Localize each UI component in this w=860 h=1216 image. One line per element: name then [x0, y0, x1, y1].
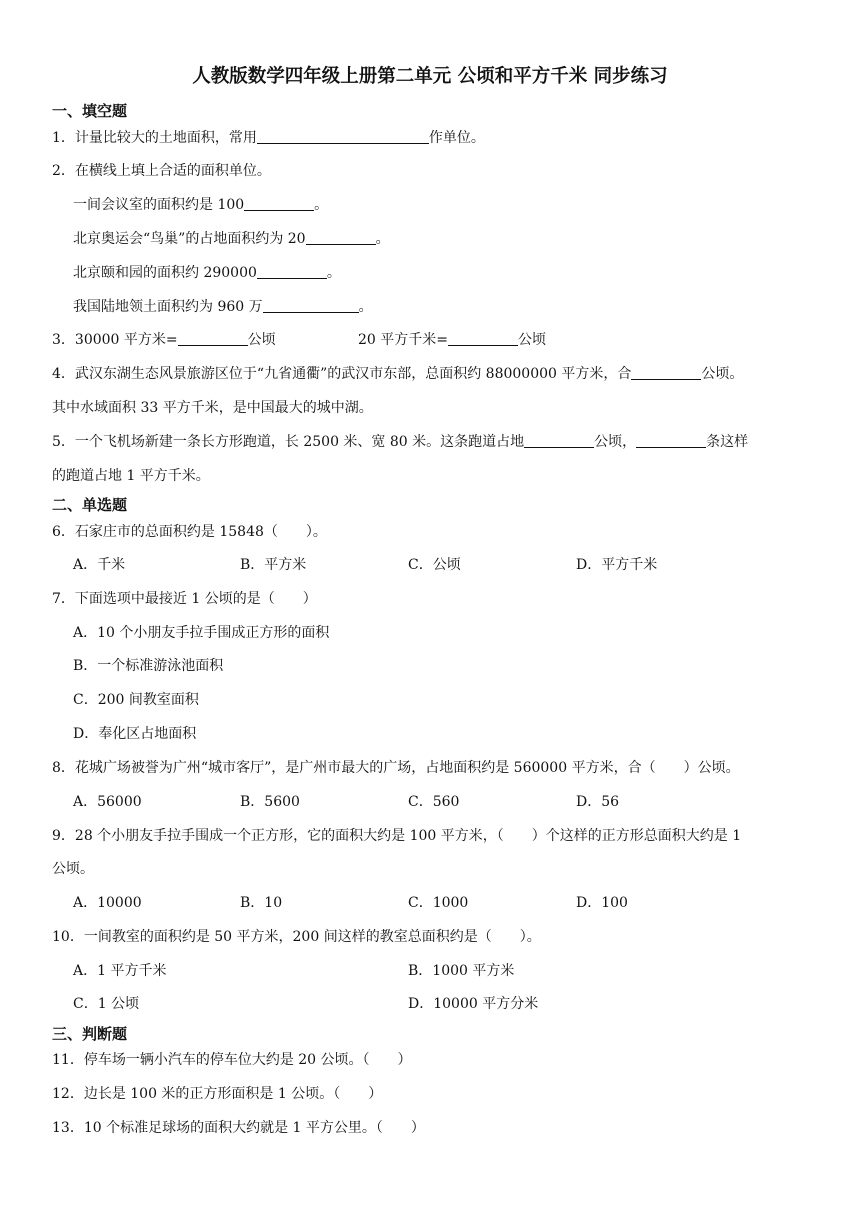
q2-l3-end: 。: [326, 265, 341, 281]
answer-blank[interactable]: [306, 230, 376, 245]
q4-text-b: 公顷。: [701, 366, 744, 382]
q6-option-c[interactable]: C．公顷: [408, 557, 461, 573]
q7-option-a[interactable]: A．10 个小朋友手拉手围成正方形的面积: [73, 625, 330, 641]
q2-l4-end: 。: [358, 299, 373, 315]
q5-text-c: 条这样: [706, 434, 749, 450]
answer-blank[interactable]: [178, 331, 248, 346]
q8-option-c[interactable]: C．560: [408, 794, 460, 810]
answer-blank[interactable]: [263, 298, 359, 313]
question-6: 6．石家庄市的总面积约是 15848（ ）。: [52, 524, 327, 540]
question-9: 9．28 个小朋友手拉手围成一个正方形，它的面积大约是 100 平方米，（ ）个这样的正方形总面积大约是 1: [52, 828, 742, 844]
q6-option-a[interactable]: A．千米: [73, 557, 126, 573]
q5-text-b: 公顷，: [594, 434, 637, 450]
q8-option-d[interactable]: D．56: [576, 794, 620, 810]
section-heading-fill-in: 一、填空题: [52, 102, 128, 120]
q1-text: 1．计量比较大的土地面积，常用: [52, 130, 257, 146]
q2-l4-text: 我国陆地领土面积约为 960 万: [73, 299, 263, 315]
q10-option-a[interactable]: A．1 平方千米: [73, 963, 167, 979]
question-2-line-4: [73, 297, 373, 317]
answer-blank[interactable]: [636, 433, 706, 448]
q2-l3-text: 北京颐和园的面积约 290000: [73, 265, 257, 281]
q10-option-c[interactable]: C．1 公顷: [73, 996, 140, 1012]
question-2-line-2: [73, 229, 390, 249]
q1-text-end: 作单位。: [428, 130, 485, 146]
question-2: 2．在横线上填上合适的面积单位。: [52, 163, 271, 179]
question-3: [52, 330, 276, 350]
question-7: 7．下面选项中最接近 1 公顷的是（ ）: [52, 591, 317, 607]
section-heading-single-choice: 二、单选题: [52, 496, 128, 514]
question-5-line-2: 的跑道占地 1 平方千米。: [52, 468, 210, 484]
question-2-line-3: [73, 263, 341, 283]
q2-l1-end: 。: [314, 197, 329, 213]
answer-blank[interactable]: [257, 129, 429, 144]
q7-option-c[interactable]: C．200 间教室面积: [73, 692, 199, 708]
q7-option-d[interactable]: D．奉化区占地面积: [73, 726, 197, 742]
q8-option-b[interactable]: B．5600: [240, 794, 300, 810]
question-4: [52, 364, 743, 384]
q9-option-b[interactable]: B．10: [240, 895, 283, 911]
q8-option-a[interactable]: A．56000: [73, 794, 142, 810]
answer-blank[interactable]: [448, 331, 518, 346]
answer-blank[interactable]: [244, 196, 314, 211]
page-title: 人教版数学四年级上册第二单元 公顷和平方千米 同步练习: [192, 66, 668, 87]
question-13: 13．10 个标准足球场的面积大约就是 1 平方公里。（ ）: [52, 1120, 425, 1136]
question-10: 10．一间教室的面积约是 50 平方米，200 间这样的教室总面积约是（ ）。: [52, 929, 541, 945]
q5-text-a: 5．一个飞机场新建一条长方形跑道，长 2500 米、宽 80 米。这条跑道占地: [52, 434, 525, 450]
q3-text-c: 20 平方千米=: [358, 332, 448, 348]
q2-l1-text: 一间会议室的面积约是 100: [73, 197, 245, 213]
q10-option-b[interactable]: B．1000 平方米: [408, 963, 515, 979]
q6-option-d[interactable]: D．平方千米: [576, 557, 658, 573]
question-9-line-2: 公顷。: [52, 861, 94, 877]
question-4-line-2: 其中水域面积 33 平方千米，是中国最大的城中湖。: [52, 400, 373, 416]
question-3-part-2: [358, 330, 546, 350]
q3-text-a: 3．30000 平方米=: [52, 332, 178, 348]
q9-option-a[interactable]: A．10000: [73, 895, 142, 911]
answer-blank[interactable]: [631, 365, 701, 380]
question-11: 11．停车场一辆小汽车的停车位大约是 20 公顷。（ ）: [52, 1052, 412, 1068]
section-heading-true-false: 三、判断题: [52, 1025, 128, 1043]
question-8: 8．花城广场被誉为广州“城市客厅”，是广州市最大的广场，占地面积约是 560000 平方米，合（ ）公顷。: [52, 760, 740, 776]
q3-text-d: 公顷: [518, 332, 546, 348]
question-1: [52, 128, 485, 148]
q9-option-d[interactable]: D．100: [576, 895, 628, 911]
question-5: [52, 432, 748, 452]
q6-option-b[interactable]: B．平方米: [240, 557, 307, 573]
q10-option-d[interactable]: D．10000 平方分米: [408, 996, 539, 1012]
q4-text-a: 4．武汉东湖生态风景旅游区位于“九省通衢”的武汉市东部，总面积约 88000000 平方米，合: [52, 366, 632, 382]
question-12: 12．边长是 100 米的正方形面积是 1 公顷。（ ）: [52, 1086, 383, 1102]
q2-l2-end: 。: [375, 231, 390, 247]
q7-option-b[interactable]: B．一个标准游泳池面积: [73, 658, 224, 674]
question-2-line-1: [73, 195, 328, 215]
answer-blank[interactable]: [257, 264, 327, 279]
q9-option-c[interactable]: C．1000: [408, 895, 469, 911]
q2-l2-text: 北京奥运会“鸟巢”的占地面积约为 20: [73, 231, 306, 247]
answer-blank[interactable]: [524, 433, 594, 448]
q3-text-b: 公顷: [247, 332, 276, 348]
